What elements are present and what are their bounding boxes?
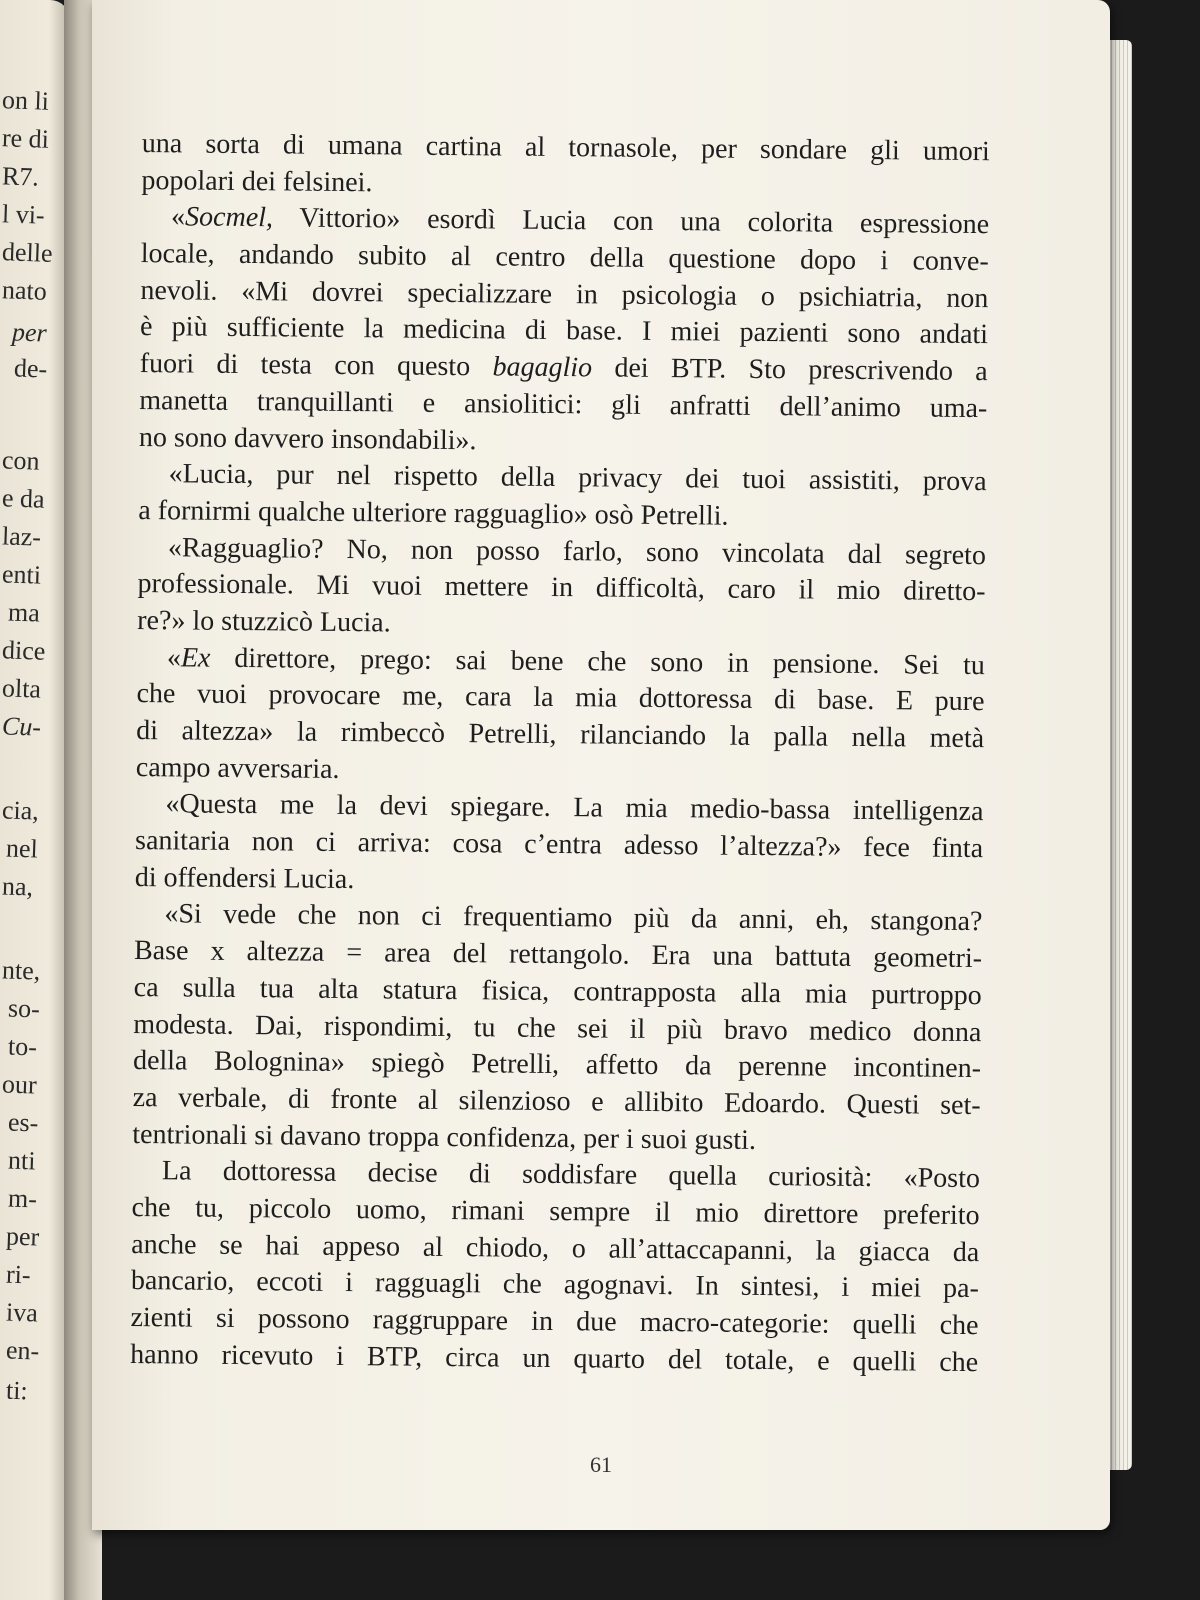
left-page-fragment: cia, xyxy=(1,795,40,826)
text-line: locale, andando subito al centro della questione dopo i conve- xyxy=(140,238,989,278)
left-page-fragment: ri- xyxy=(5,1259,32,1290)
left-page-fragment: nte, xyxy=(1,955,41,986)
text-line: zienti si possono raggruppare in due macro-categorie: quelli che xyxy=(130,1301,979,1342)
text-line: manetta tranquillanti e ansiolitici: gli anfratti dell’animo uma- xyxy=(139,384,988,424)
left-page-fragment: nti xyxy=(7,1145,36,1176)
left-page-fragment: e da xyxy=(1,483,46,514)
left-page-fragment: con xyxy=(1,445,41,476)
text-line: no sono davvero insondabili». xyxy=(138,421,477,456)
left-page-fragment: laz- xyxy=(1,521,42,552)
left-page-fragment: nato xyxy=(1,275,48,306)
left-page-fragment: de- xyxy=(13,353,48,384)
text-line: modesta. Dai, rispondimi, tu che sei il più bravo medico donna xyxy=(133,1008,982,1048)
text-line: professionale. Mi vuoi mettere in difficoltà, caro il mio diretto- xyxy=(137,568,986,608)
left-page-fragment: to- xyxy=(7,1031,38,1062)
text-line: ca sulla tua alta statura fisica, contrapposta alla mia purtroppo xyxy=(133,971,982,1011)
text-line: a fornirmi qualche ulteriore ragguaglio» osò Petrelli. xyxy=(138,494,729,532)
left-page-fragment: our xyxy=(1,1069,38,1100)
text-line: che tu, piccolo uomo, rimani sempre il mio direttore preferito xyxy=(131,1191,980,1232)
text-line: nevoli. «Mi dovrei specializzare in psicologia o psichiatria, non xyxy=(140,274,989,314)
text-line: di altezza» la rimbeccò Petrelli, rilanciando la palla nella metà xyxy=(136,714,985,755)
left-page-fragment: per xyxy=(11,317,48,348)
book-page xyxy=(92,0,1110,1530)
left-page-fragment: na, xyxy=(1,871,34,902)
text-line: popolari dei felsinei. xyxy=(141,164,373,198)
text-line: campo avversaria. xyxy=(135,751,340,785)
text-line: tentrionali si davano troppa confidenza, per i suoi gusti. xyxy=(132,1118,757,1156)
text-line: hanno ricevuto i BTP, circa un quarto del totale, e quelli che xyxy=(130,1338,979,1378)
text-line: «Lucia, pur nel rispetto della privacy dei tuoi assistiti, prova xyxy=(168,458,987,498)
text-line: La dottoressa decise di soddisfare quella curiosità: «Posto xyxy=(161,1155,981,1195)
text-line: della Bolognina» spiegò Petrelli, affetto da perenne incontinen- xyxy=(132,1045,982,1085)
left-page-fragment: ma xyxy=(7,597,41,628)
left-page-fragment: re di xyxy=(1,123,50,154)
text-line: Base x altezza = area del rettangolo. Era una battuta geometri- xyxy=(133,935,983,975)
text-line: una sorta di umana cartina al tornasole, per sondare gli umori xyxy=(141,127,990,168)
left-page-fragment: delle xyxy=(1,237,54,268)
left-page-fragment: Cu- xyxy=(1,711,42,742)
text-line: è più sufficiente la medicina di base. I miei pazienti sono andati xyxy=(139,311,989,351)
text-line: sanitaria non ci arriva: cosa c’entra adesso l’altezza?» fece finta xyxy=(134,825,984,865)
left-page-fragment: es- xyxy=(7,1107,39,1138)
left-page-fragment: on li xyxy=(1,85,50,116)
left-page-fragment: so- xyxy=(7,993,41,1024)
text-line: «Ragguaglio? No, non posso farlo, sono vincolata dal segreto xyxy=(167,531,987,571)
text-line: za verbale, di fronte al silenzioso e allibito Edoardo. Questi set- xyxy=(132,1081,981,1121)
text-line: fuori di testa con questo bagaglio dei BTP. Sto prescrivendo a xyxy=(139,348,988,388)
left-page-fragment: iva xyxy=(5,1297,39,1328)
text-line: bancario, eccoti i ragguagli che agognavi. In sintesi, i miei pa- xyxy=(130,1265,980,1305)
left-page-fragment: olta xyxy=(1,673,42,704)
text-line: «Questa me la devi spiegare. La mia medio-bassa intelligenza xyxy=(165,788,984,828)
left-facing-page xyxy=(0,0,70,1600)
left-page-fragment: R7. xyxy=(1,161,40,192)
text-line: che vuoi provocare me, cara la mia dottoressa di base. E pure xyxy=(136,678,985,718)
left-page-fragment: en- xyxy=(5,1335,40,1366)
text-line: «Si vede che non ci frequentiamo più da anni, eh, stangona? xyxy=(164,898,983,938)
text-line: di offendersi Lucia. xyxy=(134,861,355,895)
left-page-fragment: per xyxy=(5,1221,40,1252)
left-page-fragment: dice xyxy=(1,635,46,666)
page-number: 61 xyxy=(590,1452,612,1477)
left-page-fragment: ti: xyxy=(5,1375,29,1406)
text-line: re?» lo stuzzicò Lucia. xyxy=(137,604,391,639)
text-line: «Socmel, Vittorio» esordì Lucia con una colorita espressione xyxy=(170,201,990,241)
page-text xyxy=(130,126,990,1381)
text-line: «Ex direttore, prego: sai bene che sono in pensione. Sei tu xyxy=(166,641,986,681)
left-page-fragment: l vi- xyxy=(1,199,46,230)
text-line: anche se hai appeso al chiodo, o all’attaccapanni, la giacca da xyxy=(131,1228,980,1268)
left-page-fragment: nel xyxy=(5,833,39,864)
left-page-fragment: enti xyxy=(1,559,42,590)
left-page-fragment: m- xyxy=(7,1183,38,1214)
